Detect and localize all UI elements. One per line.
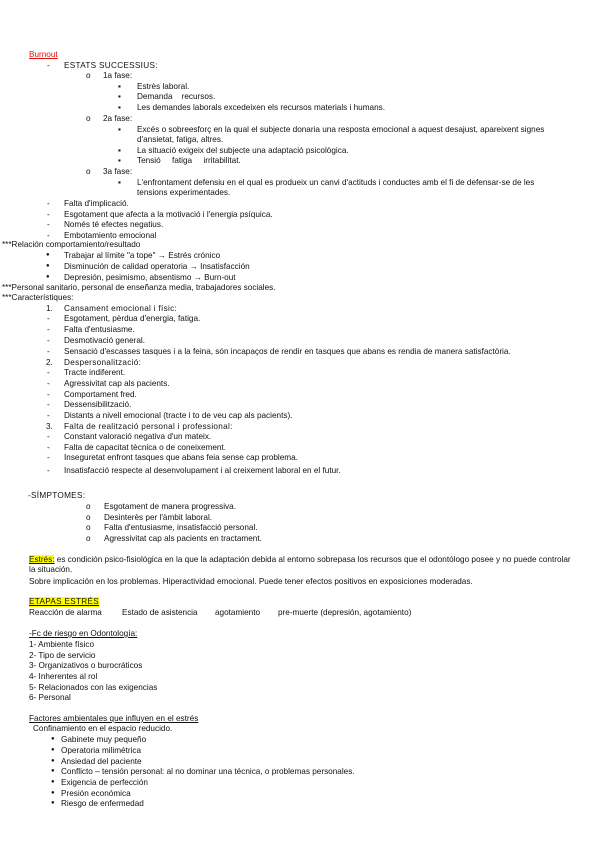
relacion-heading: ***Relación comportamiento/resultado bbox=[2, 240, 141, 249]
riesgo-item: 4- Inherentes al rol bbox=[29, 672, 98, 681]
riesgo-item: 6- Personal bbox=[29, 693, 71, 702]
group-number: 3. bbox=[46, 422, 53, 431]
ambiental-item: Gabinete muy pequeño bbox=[61, 735, 147, 744]
etapa-stage: Reacción de alarma bbox=[29, 608, 102, 617]
dot-bullet: ● bbox=[46, 252, 50, 258]
dash-bullet: - bbox=[47, 466, 50, 475]
dash-bullet: - bbox=[47, 347, 50, 356]
dot-bullet: ● bbox=[51, 800, 55, 806]
riesgo-item: 1- Ambiente físico bbox=[29, 640, 95, 649]
simptomes-heading: -SÍMPTOMES: bbox=[28, 491, 86, 500]
group-item: Sensació d'escasses tasques i a la feina, són incapaços de rendir en tasques que abans es rendia de manera satisfactòria. bbox=[64, 347, 511, 356]
ambiental-item: Riesgo de enfermedad bbox=[61, 799, 144, 808]
dash-bullet: - bbox=[47, 336, 50, 345]
dash-bullet: - bbox=[47, 231, 50, 240]
ambiental-item: Operatoria milimétrica bbox=[61, 746, 142, 755]
fase1-item: Les demandes laborals excedeixen els recursos materials i humans. bbox=[137, 103, 386, 112]
riesgo-item: 2- Tipo de servicio bbox=[29, 651, 96, 660]
fase1-item: Demanda recursos. bbox=[137, 92, 216, 101]
group-item: Insatisfacció respecte al desenvolupament i al creixement laboral en el futur. bbox=[64, 466, 341, 475]
square-bullet: ▪ bbox=[118, 92, 121, 101]
dot-bullet: ● bbox=[51, 768, 55, 774]
estres-definition: es condición psico-fisiológica en la que la adaptación debida al entorno sobrepasa los recursos que el odontólogo posee y no puede controlar la situación. bbox=[29, 555, 571, 574]
dash-bullet: - bbox=[47, 368, 50, 377]
dot-bullet: ● bbox=[51, 758, 55, 764]
group-item: Tracte indiferent. bbox=[64, 368, 126, 377]
dot-bullet: ● bbox=[51, 790, 55, 796]
group-item: Falta de capacitat tècnica o de coneixement. bbox=[64, 443, 227, 452]
page-title: Burnout bbox=[29, 50, 58, 59]
personal-note: ***Personal sanitario, personal de enseñanza media, trabajadores sociales. bbox=[2, 283, 276, 292]
simptoma-item: Desinterès per l'àmbit laboral. bbox=[104, 513, 213, 522]
group-item: Distants a nivell emocional (tracte i to de veu cap als pacients). bbox=[64, 411, 293, 420]
dash-bullet: - bbox=[47, 400, 50, 409]
relacion-item: Trabajar al límite "a tope" → Estrés crónico bbox=[64, 251, 221, 260]
ambientales-heading: Factores ambientales que influyen en el estrés bbox=[29, 714, 199, 723]
estats-dash-item: Esgotament que afecta a la motivació i l'energia psíquica. bbox=[64, 210, 273, 219]
fase2-item: La situació exigeix del subjecte una adaptació psicològica. bbox=[137, 146, 349, 155]
fase1-label: 1a fase: bbox=[103, 71, 133, 80]
square-bullet: ▪ bbox=[118, 82, 121, 91]
group-number: 2. bbox=[46, 358, 53, 367]
circle-bullet: o bbox=[86, 114, 91, 123]
square-bullet: ▪ bbox=[118, 156, 121, 165]
dot-bullet: ● bbox=[46, 263, 50, 269]
dash-bullet: - bbox=[47, 220, 50, 229]
dot-bullet: ● bbox=[51, 779, 55, 785]
group-label: Falta de realització personal i professional: bbox=[64, 422, 233, 431]
ambiental-item: Exigencia de perfección bbox=[61, 778, 148, 787]
group-number: 1. bbox=[46, 304, 53, 313]
estres-label: Estrés: bbox=[29, 555, 55, 564]
group-item: Falta d'entusiasme. bbox=[64, 325, 135, 334]
circle-bullet: o bbox=[86, 71, 91, 80]
fase3-item: L'enfrontament defensiu en el qual es produeix un canvi d'actituds i conductes amb el fi de defensar-se de les tensions experimentades. bbox=[137, 178, 535, 197]
ambientales-intro: Confinamiento en el espacio reducido. bbox=[33, 724, 173, 733]
group-item: Dessensibilització. bbox=[64, 400, 132, 409]
fase2-item: Excés o sobreesforç en la qual el subjecte donaria una resposta emocional a aquest desajust, apareixent signes d'ansietat, fatiga, altres. bbox=[137, 125, 545, 144]
fase3-label: 3a fase: bbox=[103, 167, 133, 176]
circle-bullet: o bbox=[86, 167, 91, 176]
dash-bullet: - bbox=[47, 411, 50, 420]
ambiental-item: Presión económica bbox=[61, 789, 131, 798]
riesgo-item: 5- Relacionados con las exigencias bbox=[29, 683, 158, 692]
dash-bullet: - bbox=[47, 61, 50, 70]
dash-bullet: - bbox=[47, 432, 50, 441]
simptoma-item: Esgotament de manera progressiva. bbox=[104, 502, 236, 511]
circle-bullet: o bbox=[86, 502, 91, 511]
group-item: Inseguretat enfront tasques que abans feia sense cap problema. bbox=[64, 453, 298, 462]
dot-bullet: ● bbox=[46, 274, 50, 280]
circle-bullet: o bbox=[86, 523, 91, 532]
group-item: Esgotament, pèrdua d'energia, fatiga. bbox=[64, 314, 201, 323]
circle-bullet: o bbox=[86, 513, 91, 522]
dot-bullet: ● bbox=[51, 747, 55, 753]
group-label: Cansament emocional i físic: bbox=[64, 304, 178, 313]
dash-bullet: - bbox=[47, 453, 50, 462]
dash-bullet: - bbox=[47, 390, 50, 399]
square-bullet: ▪ bbox=[118, 125, 121, 134]
riesgo-item: 3- Organizativos o burocráticos bbox=[29, 661, 143, 670]
fase2-label: 2a fase: bbox=[103, 114, 133, 123]
ambiental-item: Conflicto – tensión personal: al no dominar una técnica, o problemas personales. bbox=[61, 767, 355, 776]
fase2-item: Tensió fatiga irritabilitat. bbox=[137, 156, 241, 165]
relacion-item: Depresión, pesimismo, absentismo → Burn-out bbox=[64, 273, 236, 282]
dash-bullet: - bbox=[47, 199, 50, 208]
dash-bullet: - bbox=[47, 379, 50, 388]
circle-bullet: o bbox=[86, 534, 91, 543]
simptoma-item: Agressivitat cap als pacients en tractament. bbox=[104, 534, 262, 543]
group-item: Constant valoració negativa d'un mateix. bbox=[64, 432, 212, 441]
dash-bullet: - bbox=[47, 314, 50, 323]
estres-detail: Sobre implicación en los problemas. Hiperactividad emocional. Puede tener efectos positivos en exposiciones moderadas. bbox=[29, 577, 473, 586]
riesgo-heading: -Fc de riesgo en Odontología: bbox=[29, 629, 138, 638]
dash-bullet: - bbox=[47, 325, 50, 334]
ambiental-item: Ansiedad del paciente bbox=[61, 757, 142, 766]
estats-heading: ESTATS SUCCESSIUS: bbox=[64, 61, 158, 70]
dot-bullet: ● bbox=[51, 736, 55, 742]
group-item: Comportament fred. bbox=[64, 390, 137, 399]
group-item: Desmotivació general. bbox=[64, 336, 146, 345]
etapa-stage: pre-muerte (depresión, agotamiento) bbox=[278, 608, 412, 617]
dash-bullet: - bbox=[47, 210, 50, 219]
etapa-stage: agotamiento bbox=[215, 608, 261, 617]
estats-dash-item: Falta d'implicació. bbox=[64, 199, 129, 208]
group-item: Agressivitat cap als pacients. bbox=[64, 379, 170, 388]
square-bullet: ▪ bbox=[118, 103, 121, 112]
estats-dash-item: Embotamiento emocional bbox=[64, 231, 157, 240]
estres-paragraph bbox=[29, 555, 574, 574]
estats-dash-item: Només té efectes negatius. bbox=[64, 220, 164, 229]
relacion-item: Disminución de calidad operatoria → Insatisfacción bbox=[64, 262, 250, 271]
caracteristiques-heading: ***Característiques: bbox=[2, 293, 74, 302]
fase1-item: Estrès laboral. bbox=[137, 82, 190, 91]
square-bullet: ▪ bbox=[118, 146, 121, 155]
simptoma-item: Falta d'entusiasme, insatisfacció personal. bbox=[104, 523, 258, 532]
etapa-stage: Estado de asistencia bbox=[122, 608, 198, 617]
dash-bullet: - bbox=[47, 443, 50, 452]
group-label: Despersonalització: bbox=[64, 358, 142, 367]
square-bullet: ▪ bbox=[118, 178, 121, 187]
etapas-heading: ETAPAS ESTRÉS bbox=[29, 597, 100, 606]
